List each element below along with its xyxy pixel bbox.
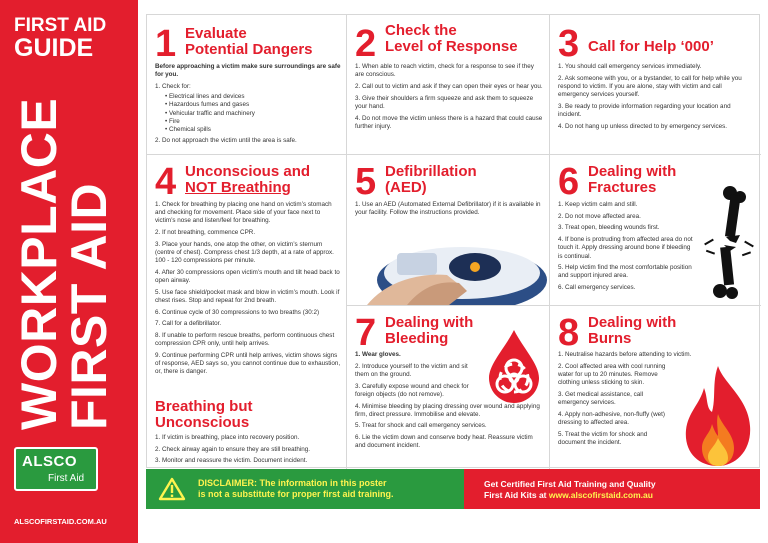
step-item: 3. Treat open, bleeding wounds first.	[558, 224, 660, 232]
step-title	[588, 315, 676, 347]
step-item: 5. Help victim find the most comfortable position and support injured area.	[558, 264, 692, 280]
step-item: 4. If bone is protruding from affected area do not touch it. Apply dressing around bone if bleeding is continual.	[558, 236, 693, 260]
step-title-line2: Burns	[588, 330, 632, 347]
step-title-line2: Bleeding	[385, 330, 449, 347]
step-item: 3. Be ready to provide information regarding your location and incident.	[558, 102, 731, 119]
step-item: 4. After 30 compressions open victim’s mouth and tilt head back to open airway.	[155, 268, 340, 285]
cta-line2-text: First Aid Kits at	[484, 490, 549, 500]
step-number: 6	[558, 161, 580, 203]
steps-grid	[146, 14, 760, 468]
step-item: 1. Check for:	[155, 82, 191, 90]
list-item: • Electrical lines and devices	[165, 93, 245, 101]
step-item: 1. Use an AED (Automated External Defibrillator) if it is available in your facility. Follow the instructions provided.	[355, 201, 541, 217]
step-title-line2: Potential Dangers	[185, 41, 313, 58]
step-item: 4. Do not hang up unless directed to by emergency services.	[558, 122, 728, 130]
step-number: 1	[155, 23, 177, 65]
step-item: 3. Carefully expose wound and check for foreign objects (do not remove).	[355, 382, 469, 398]
step-number: 5	[355, 161, 377, 203]
subsection-title	[155, 399, 253, 431]
step-item: 4. Do not move the victim unless there is a hazard that could cause further injury.	[355, 114, 543, 130]
list-item: • Vehicular traffic and machinery	[165, 109, 255, 117]
subsection-title-line2: Unconscious	[155, 414, 250, 431]
step-item: 2. Check airway again to ensure they are still breathing.	[155, 445, 311, 453]
step-title-line1: Dealing with	[588, 314, 677, 331]
warning-icon	[158, 477, 186, 501]
step-item: 1. If victim is breathing, place into recovery position.	[155, 434, 300, 441]
step-number: 2	[355, 23, 377, 65]
step-title-line1: Dealing with	[385, 314, 474, 331]
disclaimer-text	[198, 478, 462, 500]
aed-device-image	[367, 225, 547, 305]
vertical-title	[11, 97, 117, 430]
step-title-line1: Evaluate	[185, 25, 247, 42]
step-5	[347, 155, 550, 306]
cta-line1: Get Certified First Aid Training and Quality	[484, 479, 656, 489]
list-item: • Hazardous fumes and gases	[165, 101, 250, 109]
step-body	[355, 63, 543, 134]
step-item: 2. Do not move affected area.	[558, 212, 641, 220]
call-to-action	[484, 479, 754, 501]
list-item: • Chemical spills	[165, 125, 211, 133]
step-6	[550, 155, 761, 306]
step-item: 3. Monitor and reassure the victim. Document incident.	[155, 457, 308, 465]
step-item: 6. Continue cycle of 30 compressions to two breaths (30:2)	[155, 308, 320, 316]
step-item: 1. Wear gloves.	[355, 351, 401, 358]
step-title	[588, 164, 676, 196]
flame-icon	[678, 364, 758, 468]
step-item: 2. Do not approach the victim until the area is safe.	[155, 137, 297, 145]
step-item: 1. You should call emergency services immediately.	[558, 63, 702, 70]
step-item: 6. Call emergency services.	[558, 284, 636, 292]
step-body	[558, 201, 694, 296]
step-item: 5. Use face shield/pocket mask and blow in victim’s mouth. Look if chest rises. Stop and repeat for 2nd breath.	[155, 288, 340, 305]
step-item: 2. Introduce yourself to the victim and sit them on the ground.	[355, 362, 468, 378]
step-item: 2. Ask someone with you, or a bystander, to call for help while you respond to victim. If you are alone, stay with victim and call emergency services yourself.	[558, 74, 742, 99]
subsection-title-line1: Breathing but	[155, 398, 253, 415]
step-4	[147, 155, 347, 469]
blood-drop-biohazard-icon	[485, 328, 543, 404]
list-item: • Fire	[165, 117, 180, 125]
step-number: 4	[155, 161, 177, 203]
step-item: 8. If unable to perform rescue breaths, perform continuous chest compression CPR only, until help arrives.	[155, 332, 335, 348]
cta-line2	[484, 490, 754, 501]
website-url[interactable]: ALSCOFIRSTAID.COM.AU	[14, 517, 107, 526]
step-2	[347, 15, 550, 155]
cta-website-link[interactable]: www.alscofirstaid.com.au	[548, 490, 653, 500]
step-item: 4. Apply non-adhesive, non-fluffy (wet) dressing to affected area.	[558, 410, 665, 426]
logo-sub: First Aid	[48, 473, 85, 484]
step-body	[558, 63, 754, 134]
guide-title: GUIDE	[14, 34, 94, 62]
step-title	[185, 164, 310, 196]
step-title-line2: Level of Response	[385, 38, 518, 55]
step-item: 1. Check for breathing by placing one hand on victim’s stomach and checking for movement. Place side of your face next to victim’s nose and listen/feel for breathing.	[155, 201, 332, 225]
step-item: 2. Cool affected area with cool running water for up to 20 minutes. Remove clothing unless sticking to skin.	[558, 362, 666, 387]
step-item: 3. Place your hands, one atop the other, on victim’s sternum (centre of chest). Compress chest 1/3 depth, at a rate of approx. 100 - 120 compressions per minute.	[155, 240, 334, 265]
step-item: 6. Lie the victim down and conserve body heat. Reassure victim and document incident.	[355, 434, 533, 450]
footer-bar	[146, 469, 760, 509]
alsco-logo[interactable]	[14, 447, 98, 491]
step-title-line1: Defibrillation	[385, 163, 477, 180]
step-title-line1: Check the	[385, 22, 457, 39]
step-title: Call for Help ‘000’	[588, 38, 714, 55]
step-item: 3. Get medical assistance, call emergency services.	[558, 390, 644, 407]
logo-brand: ALSCO	[22, 453, 77, 470]
step-title-line2: NOT Breathing	[185, 179, 291, 196]
disclaimer-line2: is not a substitute for proper first aid training.	[198, 489, 394, 499]
step-body	[155, 63, 341, 149]
step-7	[347, 306, 550, 469]
step-title-line2: Fractures	[588, 179, 657, 196]
step-item: 1. When able to reach victim, check for a response to see if they are conscious.	[355, 63, 534, 79]
step-body	[355, 201, 543, 221]
step-title	[385, 23, 518, 55]
step-title-line1: Unconscious and	[185, 163, 311, 180]
step-item: 2. Call out to victim and ask if they can open their eyes or hear you.	[355, 82, 543, 90]
step-item: 1. Neutralise hazards before attending to victim.	[558, 351, 692, 358]
step-title-line2: (AED)	[385, 179, 427, 196]
step-item: 1. Keep victim calm and still.	[558, 201, 638, 208]
step-item: 4. Minimise bleeding by placing dressing over wound and applying firm, direct pressure. Immobilise and elevate.	[355, 402, 540, 418]
guide-label: FIRST AID	[14, 15, 107, 36]
step-item: 9. Continue performing CPR until help arrives, victim shows signs of response, AED says so, you cannot continue due to exhaustion, or, there is danger.	[155, 352, 341, 376]
step-item: 5. Treat the victim for shock and document the incident.	[558, 430, 648, 446]
step-title-line1: Dealing with	[588, 163, 677, 180]
step-item: 7. Call for a defibrillator.	[155, 320, 222, 328]
step-title	[185, 26, 313, 58]
step-item: 3. Give their shoulders a firm squeeze and ask them to squeeze your hand.	[355, 94, 534, 110]
vertical-title-line2: FIRST AID	[61, 182, 117, 430]
step-intro: Before approaching a victim make sure surroundings are safe for you.	[155, 63, 341, 79]
step-3	[550, 15, 761, 155]
step-body	[155, 201, 341, 380]
side-banner	[0, 0, 138, 543]
step-title	[385, 164, 477, 196]
step-number: 7	[355, 312, 377, 354]
broken-bone-icon	[700, 185, 756, 301]
disclaimer-line1: DISCLAIMER: The information in this poster	[198, 478, 387, 488]
subsection-body	[155, 434, 341, 469]
step-title	[385, 315, 473, 347]
step-8	[550, 306, 761, 469]
disclaimer-box	[146, 469, 464, 509]
step-item: 5. Treat for shock and call emergency services.	[355, 422, 487, 430]
step-item: 2. If not breathing, commence CPR.	[155, 229, 256, 237]
step-1	[147, 15, 347, 155]
step-number: 3	[558, 23, 580, 65]
vertical-title-line1: WORKPLACE	[11, 97, 67, 430]
step-number: 8	[558, 312, 580, 354]
hazard-list	[165, 93, 341, 134]
